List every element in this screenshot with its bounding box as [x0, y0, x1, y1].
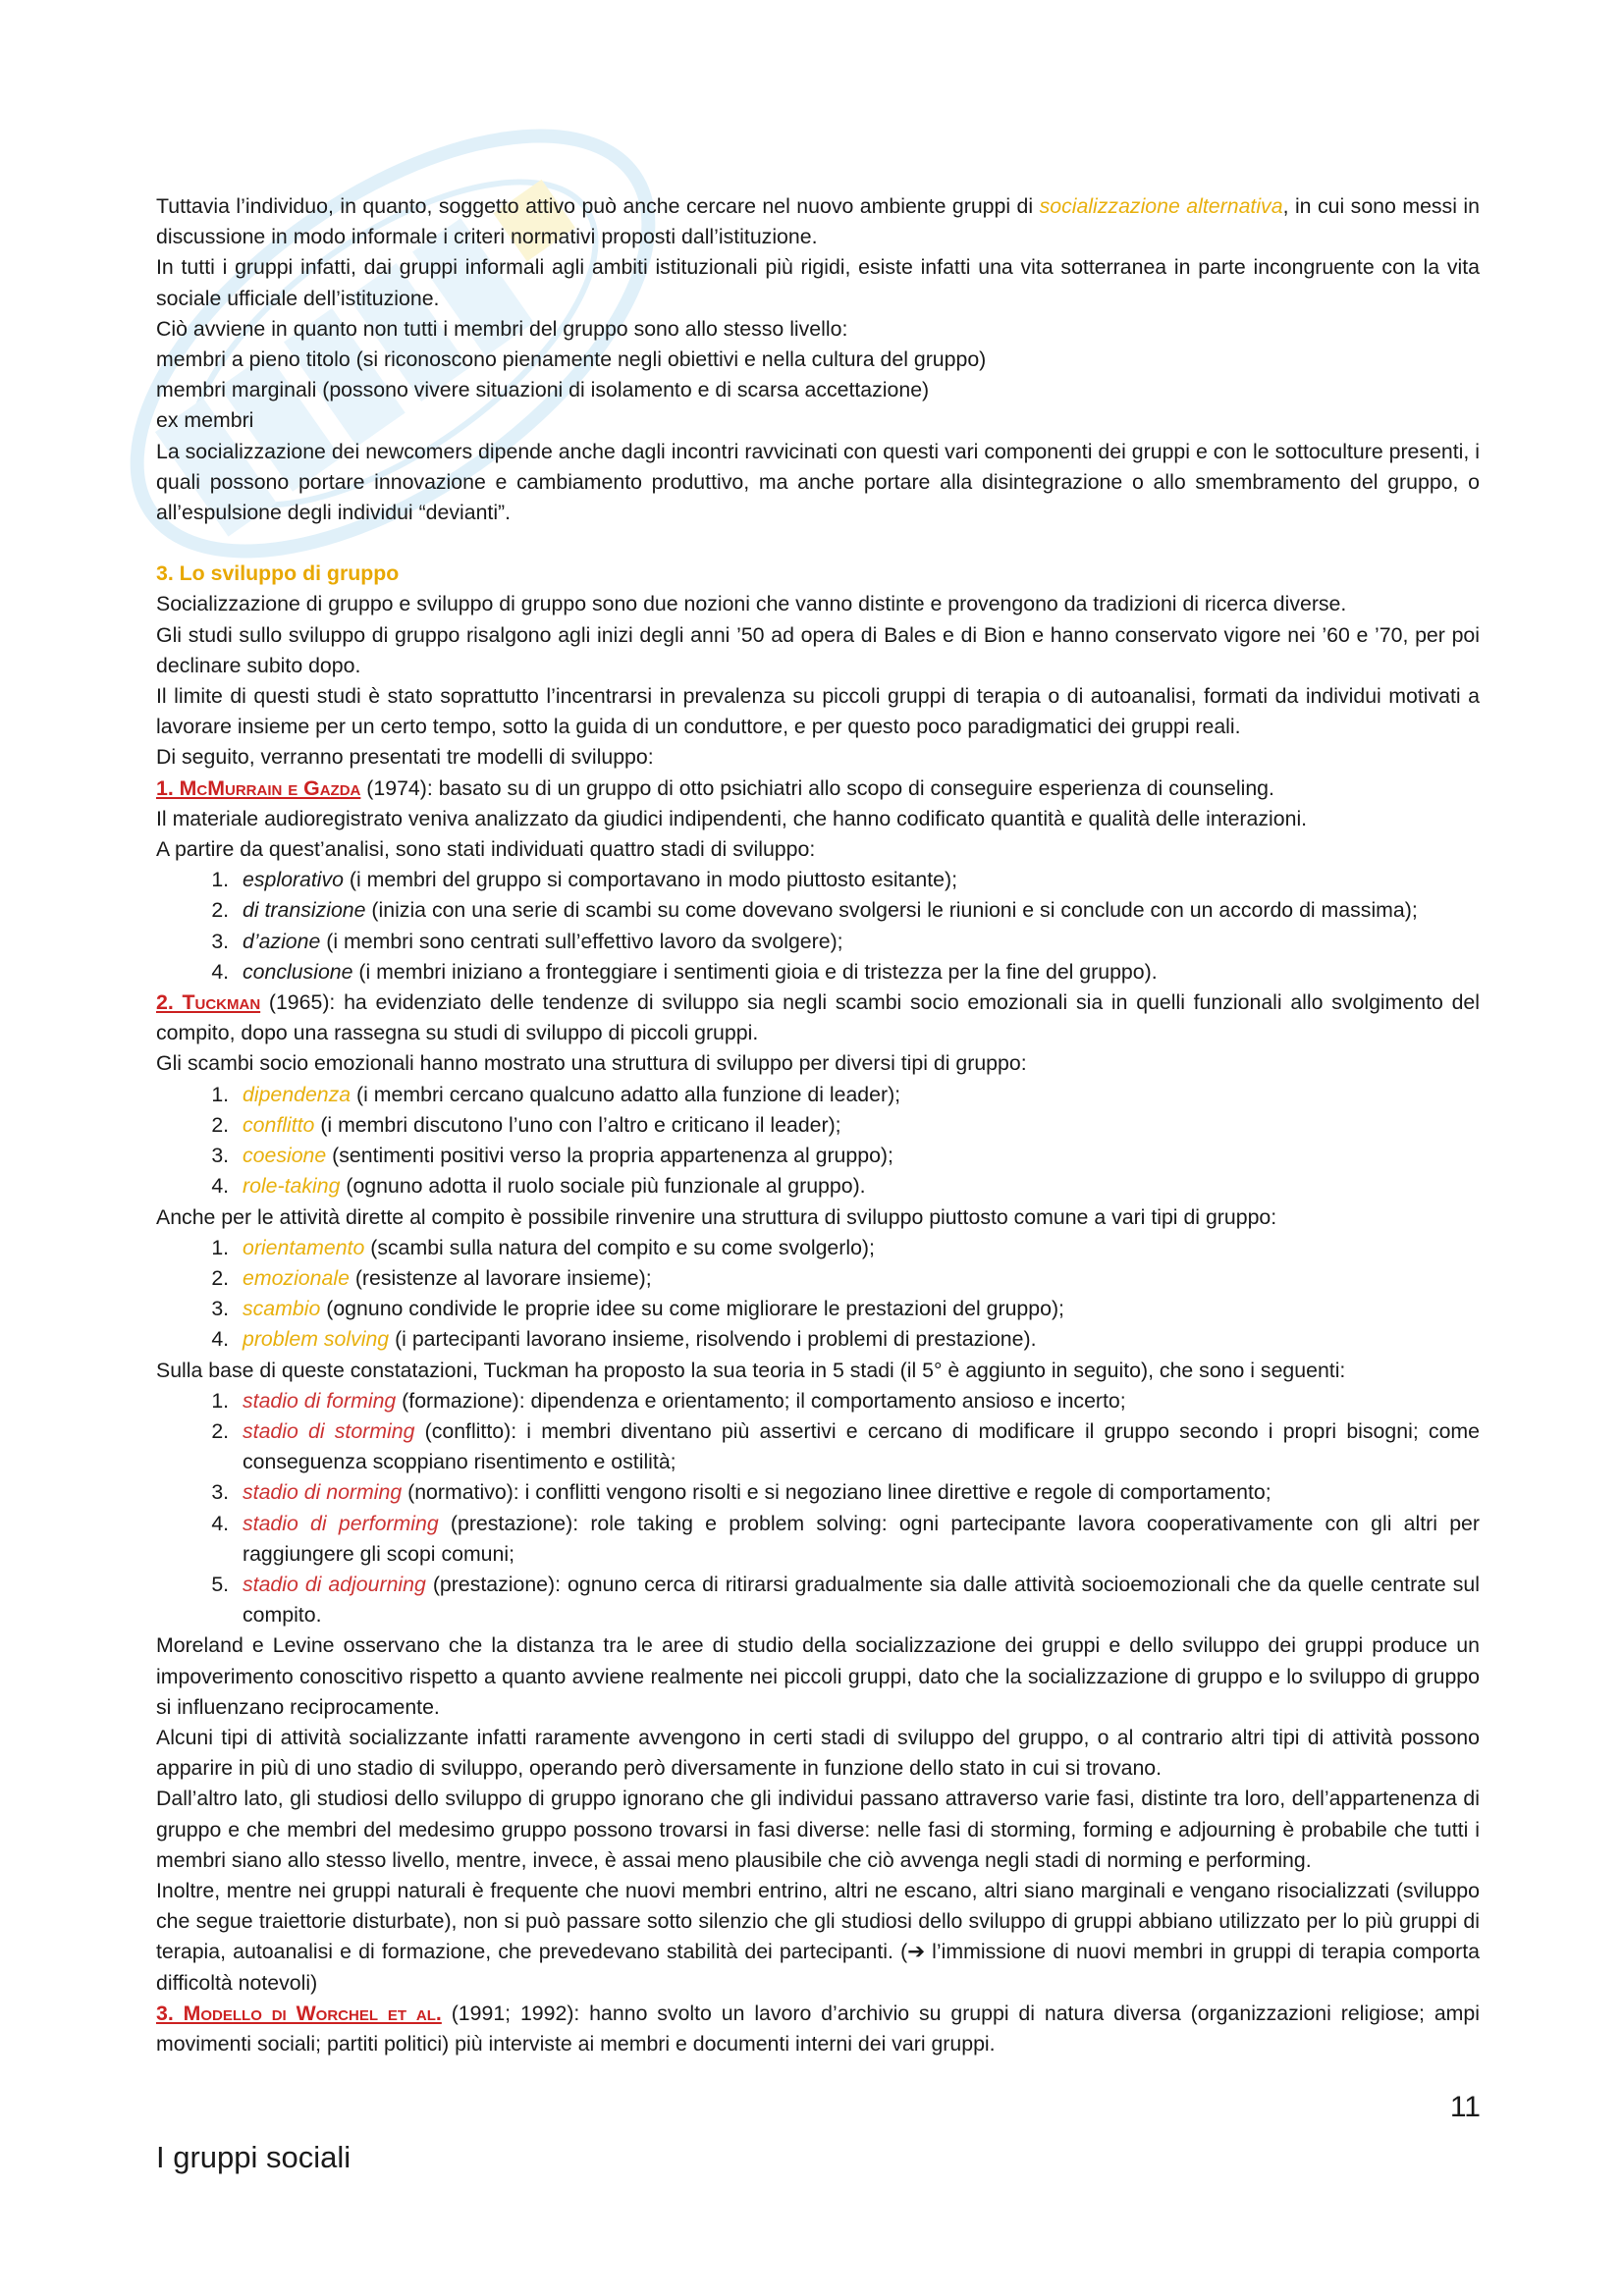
paragraph: Sulla base di queste constatazioni, Tuckman ha proposto la sua teoria in 5 stadi (il 5° è aggiunto in seguito), che sono i seguenti: — [156, 1358, 1346, 1382]
paragraph: Gli studi sullo sviluppo di gruppo risalgono agli inizi degli anni ’50 ad opera di Bales e di Bion e hanno conservato vigore nei ’60 e ’70, per poi declinare subito dopo. — [156, 622, 1480, 677]
section-heading: 3. Lo sviluppo di gruppo — [156, 561, 400, 586]
footer-title: I gruppi sociali — [156, 2140, 352, 2174]
paragraph: Ciò avviene in quanto non tutti i membri del gruppo sono allo stesso livello: — [156, 316, 848, 341]
list-item: 2. emozionale (resistenze al lavorare insieme); — [235, 1263, 1480, 1294]
document-body — [156, 191, 1480, 2059]
page-number: 11 — [1449, 2091, 1481, 2123]
paragraph: La socializzazione dei newcomers dipende anche dagli incontri ravvicinati con questi vari componenti dei gruppi e con le sottoculture presenti, i quali possono portare innovazione e cambiamento produttivo, ma anche portare alla disintegrazione o allo smembramento del gruppo, o all’espulsione degli individui “devianti”. — [156, 439, 1480, 525]
list-item: 3. scambio (ognuno condivide le proprie idee su come migliorare le prestazioni del gruppo); — [235, 1294, 1480, 1324]
list-item: 1. esplorativo (i membri del gruppo si comportavano in modo piuttosto esitante); — [235, 865, 1480, 895]
paragraph: Il limite di questi studi è stato soprattutto l’incentrarsi in prevalenza su piccoli gruppi di terapia o di autoanalisi, formati da individui motivati a lavorare insieme per un certo tempo, sotto la guida di un conduttore, e per questo poco paradigmatici dei gruppi reali. — [156, 684, 1480, 739]
list-item: 2. di transizione (inizia con una serie di scambi su come dovevano svolgersi le riunioni e si conclude con un accordo di massima); — [235, 895, 1480, 926]
list-item: 3. stadio di norming (normativo): i conflitti vengono risolti e si negoziano linee direttive e regole di comportamento; — [235, 1477, 1480, 1508]
paragraph: Socializzazione di gruppo e sviluppo di gruppo sono due nozioni che vanno distinte e provengono da tradizioni di ricerca diverse. — [156, 592, 1347, 616]
list-item: 1. dipendenza (i membri cercano qualcuno adatto alla funzione di leader); — [235, 1080, 1480, 1110]
paragraph: ex membri — [156, 408, 254, 433]
list-item: 1. orientamento (scambi sulla natura del compito e su come svolgerlo); — [235, 1233, 1480, 1263]
paragraph: Tuttavia l’individuo, in quanto, soggetto attivo può anche cercare nel nuovo ambiente gruppi di socializzazione alternativa, in cui sono messi in discussione in modo informale i criteri normativi proposti dall’istituzione. — [156, 194, 1480, 249]
list-item: 2. stadio di storming (conflitto): i membri diventano più assertivi e cercano di modificare il gruppo secondo i propri bisogni; come conseguenza scoppiano risentimento e ostilità; — [235, 1416, 1480, 1477]
stage-list — [156, 1233, 1480, 1356]
paragraph: membri marginali (possono vivere situazioni di isolamento e di scarsa accettazione) — [156, 378, 930, 402]
paragraph: A partire da quest’analisi, sono stati individuati quattro stadi di sviluppo: — [156, 837, 816, 862]
model-paragraph: 3. Modello di Worchel et al. (1991; 1992): hanno svolto un lavoro d’archivio su gruppi di natura diversa (organizzazioni religiose; ampi movimenti sociali; partiti politici) più interviste ai membri e documenti interni dei vari gruppi. — [156, 2001, 1480, 2056]
list-item: 4. role-taking (ognuno adotta il ruolo sociale più funzionale al gruppo). — [235, 1171, 1480, 1201]
list-item: 5. stadio di adjourning (prestazione): ognuno cerca di ritirarsi gradualmente sia dalle attività socioemozionali che da quelle centrate sul compito. — [235, 1570, 1480, 1630]
model-title: 3. Modello di Worchel et al. — [156, 2001, 442, 2025]
paragraph: Il materiale audioregistrato veniva analizzato da giudici indipendenti, che hanno codificato quantità e qualità delle interazioni. — [156, 806, 1308, 830]
paragraph: Moreland e Levine osservano che la distanza tra le aree di studio della socializzazione dei gruppi e dello sviluppo dei gruppi produce un impoverimento conoscitivo rispetto a quanto avviene realmente nei piccoli gruppi, dato che la socializzazione di gruppo e lo sviluppo di gruppo si influenzano reciprocamente. — [156, 1633, 1480, 1719]
model-title: 1. McMurrain e Gazda — [156, 775, 361, 800]
paragraph: Inoltre, mentre nei gruppi naturali è frequente che nuovi membri entrino, altri ne escano, altri siano marginali e vengano risocializzati (sviluppo che segue traiettorie disturbate), non si può passare sotto silenzio che gli studiosi dello sviluppo di gruppi abbiano utilizzato per lo più gruppi di terapia, autoanalisi e di formazione, che prevedevano stabilità dei partecipanti. (➔ l’immissione di nuovi membri in gruppi di terapia comporta difficoltà notevoli) — [156, 1878, 1480, 1995]
stage-list — [156, 1080, 1480, 1202]
model-paragraph: 2. Tuckman (1965): ha evidenziato delle tendenze di sviluppo sia negli scambi socio emozionali sia in quelli funzionali allo svolgimento del compito, dopo una rassegna su studi di sviluppo di piccoli gruppi. — [156, 990, 1480, 1045]
list-item: 3. coesione (sentimenti positivi verso la propria appartenenza al gruppo); — [235, 1141, 1480, 1171]
list-item: 1. stadio di forming (formazione): dipendenza e orientamento; il comportamento ansioso e incerto; — [235, 1386, 1480, 1416]
paragraph: Dall’altro lato, gli studiosi dello sviluppo di gruppo ignorano che gli individui passano attraverso varie fasi, distinte tra loro, dell’appartenenza di gruppo e che membri del medesimo gruppo possono trovarsi in fasi diverse: nelle fasi di storming, forming e adjourning è probabile che tutti i membri siano allo stesso livello, mentre, invece, è assai meno plausibile che ciò avvenga negli stadi di norming e performing. — [156, 1787, 1480, 1872]
paragraph: membri a pieno titolo (si riconoscono pienamente negli obiettivi e nella cultura del gruppo) — [156, 347, 987, 372]
paragraph: Gli scambi socio emozionali hanno mostrato una struttura di sviluppo per diversi tipi di gruppo: — [156, 1051, 1027, 1076]
paragraph: Alcuni tipi di attività socializzante infatti raramente avvengono in certi stadi di sviluppo del gruppo, o al contrario altri tipi di attività possono apparire in più di uno stadio di sviluppo, operando però diversamente in funzione dello stato in cui si trovano. — [156, 1725, 1480, 1781]
stage-list — [156, 865, 1480, 988]
paragraph: Di seguito, verranno presentati tre modelli di sviluppo: — [156, 745, 654, 770]
list-item: 4. stadio di performing (prestazione): role taking e problem solving: ogni partecipante lavora cooperativamente con gli altri per raggiungere gli scopi comuni; — [235, 1509, 1480, 1570]
list-item: 4. conclusione (i membri iniziano a fronteggiare i sentimenti gioia e di tristezza per la fine del gruppo). — [235, 957, 1480, 988]
model-paragraph: 1. McMurrain e Gazda (1974): basato su di un gruppo di otto psichiatri allo scopo di conseguire esperienza di counseling. — [156, 775, 1274, 800]
list-item: 3. d’azione (i membri sono centrati sull’effettivo lavoro da svolgere); — [235, 927, 1480, 957]
paragraph: Anche per le attività dirette al compito è possibile rinvenire una struttura di sviluppo piuttosto comune a vari tipi di gruppo: — [156, 1204, 1277, 1229]
model-title: 2. Tuckman — [156, 990, 261, 1015]
stage-list — [156, 1386, 1480, 1631]
list-item: 4. problem solving (i partecipanti lavorano insieme, risolvendo i problemi di prestazione). — [235, 1324, 1480, 1355]
list-item: 2. conflitto (i membri discutono l’uno con l’altro e criticano il leader); — [235, 1110, 1480, 1141]
paragraph: In tutti i gruppi infatti, dai gruppi informali agli ambiti istituzionali più rigidi, esiste infatti una vita sotterranea in parte incongruente con la vita sociale ufficiale dell’istituzione. — [156, 255, 1480, 310]
